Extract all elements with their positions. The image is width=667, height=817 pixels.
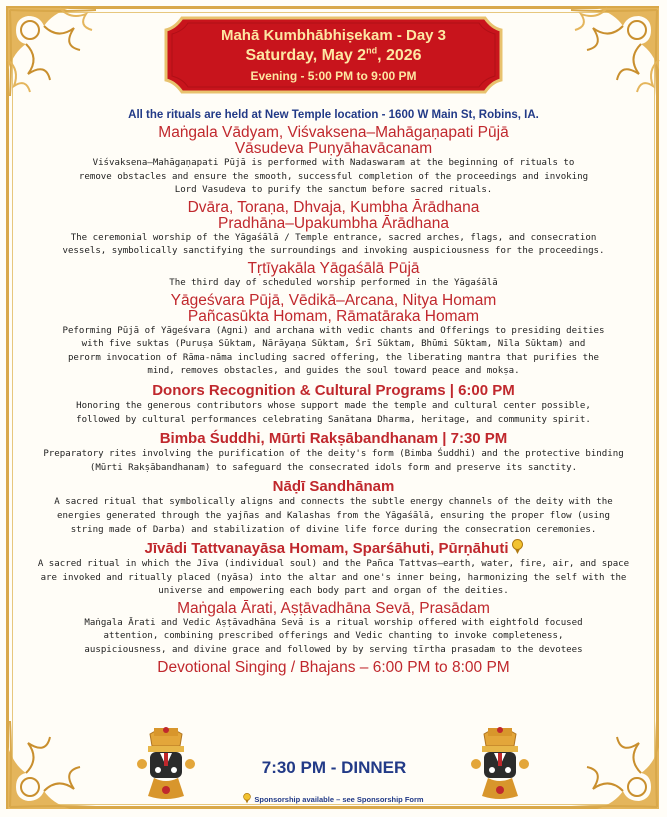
ritual-heading: Maṅgala Vādyam, Viśvaksena–Mahāgaṇapati Pūjā Vāsudeva Puṇyāhavācanam	[158, 124, 509, 157]
ritual-description: Viśvaksena–Mahāgaṇapati Pūjā is performed with Nadaswaram at the beginning of rituals to remove obstacles and ensure the smooth, successful completion of the proceedings and invoking Lord Vasudeva to purify the sanctum before sacred rituals.	[78, 158, 589, 196]
location-note: All the rituals are held at New Temple location - 1600 W Main St, Robins, IA.	[128, 109, 539, 121]
gold-coin-icon	[243, 793, 251, 804]
schedule-content	[28, 108, 639, 676]
ritual-sections	[28, 125, 639, 658]
corner-ornament-icon	[0, 697, 120, 817]
ritual-heading: Jīvādi Tattvanayāsa Homam, Sparśāhuti, Pūrṇāhuti	[28, 539, 639, 558]
ritual-description: A sacred ritual that symbolically aligns and connects the subtle energy channels of the deity with the energies generated through the yajñas and Kalashas from the Yāgaśālā, ensuring the proper flow (using string made of Darba) and stabilization of divine life force during the consecration ceremonies.	[54, 497, 613, 535]
deity-face-icon	[130, 726, 202, 802]
ritual-heading: Tṛtīyakāla Yāgaśālā Pūjā	[247, 259, 420, 277]
ritual-description: A sacred ritual in which the Jīva (individual soul) and the Pañca Tattvas—earth, water, fire, air, and space are invoked and ritually placed (nyāsa) into the altar and one's inner being, harmonizing the self with the universe and empowering each body part and organ of the deities.	[37, 559, 630, 597]
corner-ornament-icon	[547, 697, 667, 817]
ritual-description: Preparatory rites involving the purification of the deity's form (Bimba Śuddhi) and the protective binding (Mūrti Rakṣābandhanam) to safeguard the consecrated idols form and preserve its sanctity.	[43, 449, 624, 473]
gold-coin-icon	[512, 539, 523, 555]
ritual-description: Peforming Pūjā of Yāgeśvara (Agni) and archana with vedic chants and Offerings to presiding deities with five suktas (Puruṣa Sūktam, Nārāyaṇa Sūktam, Śrī Sūktam, Bhūmi Sūktam, Nīla Sūktam) and perorm invocation of Rāma-nāma including sacred offering, the liberating mantra that purifies the mind, removes obstacles, and guides the soul toward peace and mokṣa.	[62, 325, 605, 377]
banner-date: Saturday, May 2nd, 2026	[245, 45, 422, 64]
corner-ornament-icon	[547, 0, 667, 120]
ritual-heading: Dvāra, Toraṇa, Dhvaja, Kumbha Ārādhana Pradhāna–Upakumbha Ārādhana	[187, 198, 480, 232]
banner-time: Evening - 5:00 PM to 9:00 PM	[250, 68, 417, 83]
ritual-heading: Maṅgala Ārati, Aṣṭāvadhāna Sevā, Prasādam	[177, 599, 490, 617]
ritual-description: Maṅgala Ārati and Vedic Aṣṭāvadhāna Sevā is a ritual worship offered with eightfold focused attention, combining prescribed offerings and Vedic chanting to invoke completeness, auspiciousness, and divine grace and followed by by serving tīrtha prasadam to the devotees	[84, 617, 583, 656]
header-banner	[162, 14, 505, 96]
dinner-announcement: 7:30 PM - DINNER	[261, 758, 407, 777]
banner-title: Mahā Kumbhābhiṣekam - Day 3	[220, 26, 447, 44]
ritual-heading: Nāḍī Sandhānam	[272, 478, 395, 496]
ritual-description: Honoring the generous contributors whose support made the temple and cultural center possible, followed by cultural performances celebrating Sanātana Dharma, heritage, and community spirit.	[76, 400, 591, 425]
ritual-description: The ceremonial worship of the Yāgaśālā / Temple entrance, sacred arches, flags, and consecration vessels, symbolically sanctifying the surroundings and invoking auspiciousness for the proceedings.	[62, 232, 605, 257]
deity-face-icon	[464, 726, 536, 802]
ritual-heading: Bimba Śuddhi, Mūrti Rakṣābandhanam | 7:30 PM	[159, 430, 508, 448]
ritual-description: The third day of scheduled worship performed in the Yāgaśālā	[169, 277, 498, 288]
sponsorship-note: Sponsorship available – see Sponsorship Form	[180, 793, 487, 804]
ritual-heading: Donors Recognition & Cultural Programs | 6:00 PM	[152, 381, 515, 399]
corner-ornament-icon	[0, 0, 120, 120]
ritual-heading: Yāgeśvara Pūjā, Vēdikā–Arcana, Nitya Homam Pañcasūkta Homam, Rāmatāraka Homam	[170, 291, 497, 325]
devotional-singing-heading: Devotional Singing / Bhajans – 6:00 PM to 8:00 PM	[157, 658, 510, 676]
